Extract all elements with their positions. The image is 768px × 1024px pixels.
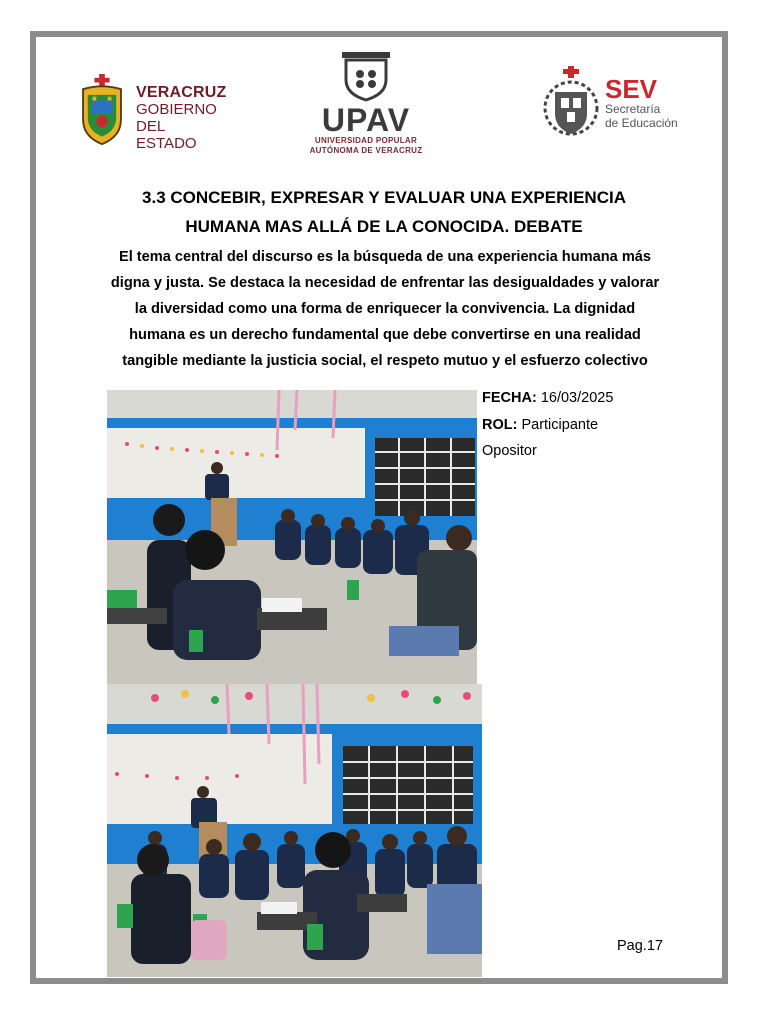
veracruz-line2: GOBIERNO [136,101,217,118]
rol-value: Participante [521,416,599,433]
rol-row [482,412,613,439]
page-number: Pag.17 [617,938,663,954]
upav-sub1: UNIVERSIDAD POPULAR [314,136,418,145]
title-line2: HUMANA MAS ALLÁ DE LA CONOCIDA. DEBATE [185,217,583,236]
body-line3: la diversidad como una forma de enriquecer la convivencia. La dignidad [134,301,636,317]
page-title [60,183,708,241]
meta-info [482,385,613,465]
upav-sub2: AUTÓNOMA DE VERACRUZ [309,146,423,155]
sev-line1: Secretaría [605,102,661,116]
classroom-photo-1 [107,390,477,684]
sev-name: SEV [605,74,658,104]
fecha-row [482,385,613,412]
fecha-label: FECHA: [482,390,537,406]
veracruz-shield-icon [78,74,126,146]
veracruz-line3: DEL ESTADO [136,118,197,152]
upav-emblem-icon [340,50,392,102]
upav-name: UPAV [321,102,411,138]
rol-value-2: Opositor [482,443,537,459]
body-line5: tangible mediante la justicia social, el respeto mutuo y el esfuerzo colectivo [122,353,648,369]
body-line2: digna y justa. Se destaca la necesidad de enfrentar las desigualdades y valorar [110,275,660,291]
rol-label: ROL: [482,416,518,433]
title-line1: 3.3 CONCEBIR, EXPRESAR Y EVALUAR UNA EXPERIENCIA [142,188,626,207]
body-line4: humana es un derecho fundamental que debe convertirse en una realidad [129,327,641,343]
upav-logo [300,50,432,166]
veracruz-line1: VERACRUZ [136,84,227,101]
veracruz-logo [78,72,228,152]
fecha-value: 16/03/2025 [540,390,614,406]
body-paragraph [90,244,680,374]
sev-line2: de Educación [605,116,678,130]
sev-logo [543,66,693,142]
body-line1: El tema central del discurso es la búsqueda de una experiencia humana más [118,249,652,265]
sev-seal-icon [543,66,599,138]
classroom-photo-2 [107,684,482,977]
